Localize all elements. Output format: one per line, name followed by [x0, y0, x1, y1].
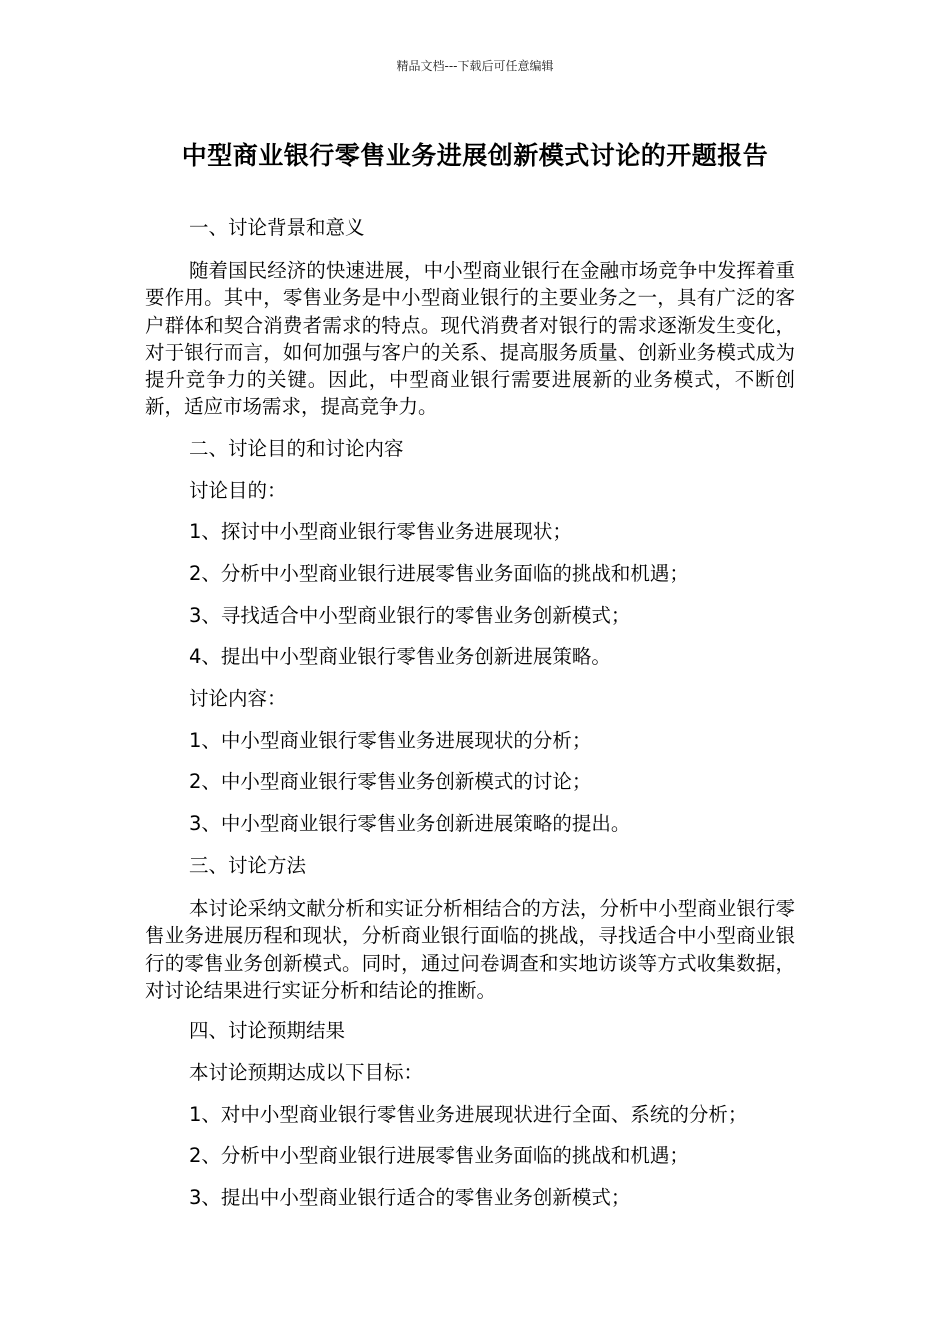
purpose-item: 1、探讨中小型商业银行零售业务进展现状；: [189, 520, 572, 543]
section-heading-purpose-content: 二、讨论目的和讨论内容: [189, 437, 404, 460]
expected-item: 2、分析中小型商业银行进展零售业务面临的挑战和机遇；: [189, 1144, 689, 1167]
method-paragraph: 本讨论采纳文献分析和实证分析相结合的方法，分析中小型商业银行零售业务进展历程和现状，分析商业银行面临的挑战，寻找适合中小型商业银行的零售业务创新模式。同时，通过问卷调查和实地访谈等方式收集数据，对讨论结果进行实证分析和结论的推断。: [145, 897, 795, 1002]
content-item: 2、中小型商业银行零售业务创新模式的讨论；: [189, 770, 592, 793]
expected-item: 3、提出中小型商业银行适合的零售业务创新模式；: [189, 1186, 631, 1209]
expected-label: 本讨论预期达成以下目标：: [189, 1061, 424, 1084]
background-paragraph: 随着国民经济的快速进展，中小型商业银行在金融市场竞争中发挥着重要作用。其中，零售业务是中小型商业银行的主要业务之一，具有广泛的客户群体和契合消费者需求的特点。现代消费者对银行的需求逐渐发生变化，对于银行而言，如何加强与客户的关系、提高服务质量、创新业务模式成为提升竞争力的关键。因此，中型商业银行需要进展新的业务模式，不断创新，适应市场需求，提高竞争力。: [145, 259, 795, 419]
content-item: 3、中小型商业银行零售业务创新进展策略的提出。: [189, 812, 631, 835]
purpose-item: 2、分析中小型商业银行进展零售业务面临的挑战和机遇；: [189, 562, 689, 585]
section-heading-expected-results: 四、讨论预期结果: [189, 1019, 346, 1042]
section-heading-background: 一、讨论背景和意义: [189, 216, 365, 239]
content-item: 1、中小型商业银行零售业务进展现状的分析；: [189, 729, 592, 752]
expected-item: 1、对中小型商业银行零售业务进展现状进行全面、系统的分析；: [189, 1103, 748, 1126]
document-title: 中型商业银行零售业务进展创新模式讨论的开题报告: [181, 141, 769, 170]
page-header: 精品文档---下载后可任意编辑: [396, 59, 554, 73]
purpose-item: 4、提出中小型商业银行零售业务创新进展策略。: [189, 645, 611, 668]
purpose-label: 讨论目的：: [189, 479, 287, 502]
purpose-item: 3、寻找适合中小型商业银行的零售业务创新模式；: [189, 604, 631, 627]
content-label: 讨论内容：: [189, 687, 287, 710]
section-heading-method: 三、讨论方法: [189, 854, 307, 877]
